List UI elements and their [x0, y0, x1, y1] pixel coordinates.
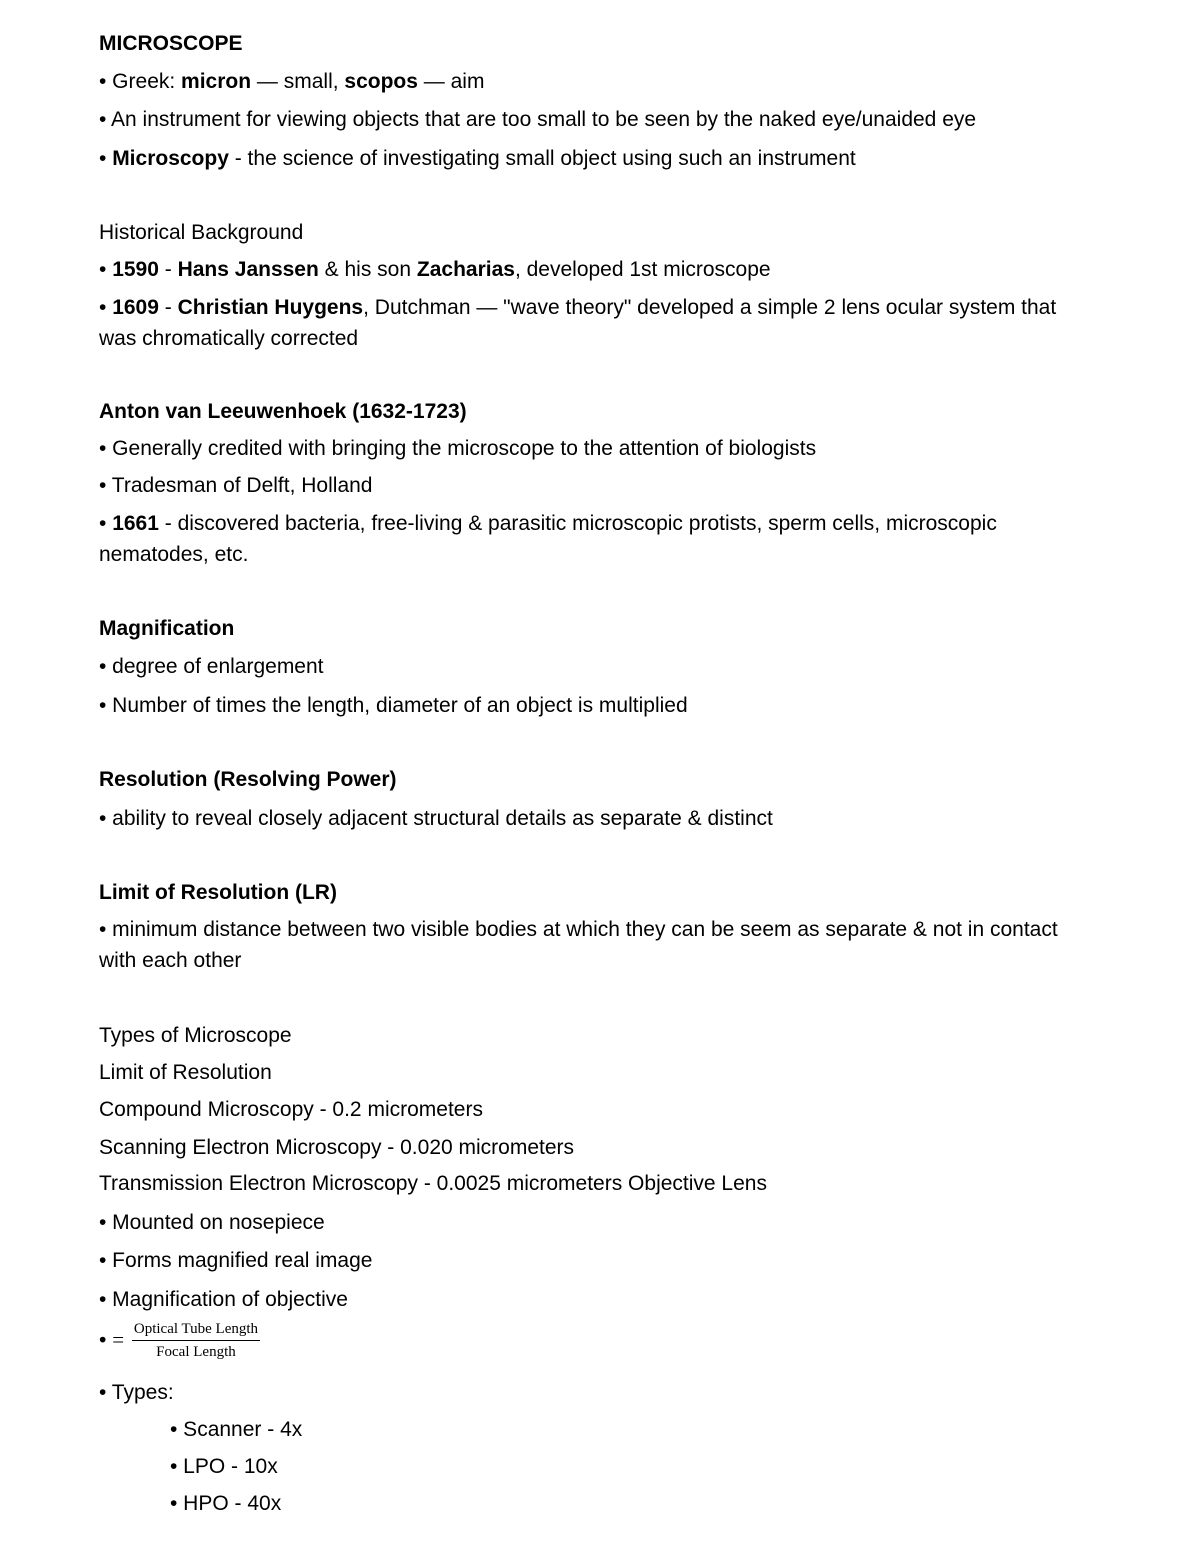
history-item-1609: • 1609 - Christian Huygens, Dutchman — "wave theory" developed a simple 2 lens ocular system that was chromatically corrected — [99, 296, 1057, 350]
resolution-item: • ability to reveal closely adjacent structural details as separate & distinct — [99, 807, 773, 830]
history-item-1590: • 1590 - Hans Janssen & his son Zacharias, developed 1st microscope — [99, 258, 771, 281]
resolution-heading: Resolution (Resolving Power) — [99, 768, 397, 791]
types-label: • Types: — [99, 1381, 174, 1404]
greek-origin-item: • Greek: micron — small, scopos — aim — [99, 70, 485, 93]
magnification-formula: • = $\frac{\text{Optical Tube Length}}{\text{Focal Length}}$ — [99, 1321, 259, 1360]
types-line: Limit of Resolution — [99, 1061, 272, 1084]
types-line: Compound Microscopy - 0.2 micrometers — [99, 1098, 483, 1121]
formula-fraction — [132, 1320, 260, 1362]
page-title: MICROSCOPE — [99, 32, 243, 55]
leeuwenhoek-item: • Generally credited with bringing the microscope to the attention of biologists — [99, 437, 817, 460]
objective-item: • Forms magnified real image — [99, 1249, 373, 1272]
leeuwenhoek-heading: Anton van Leeuwenhoek (1632-1723) — [99, 400, 467, 423]
history-heading: Historical Background — [99, 221, 304, 244]
types-line: Scanning Electron Microscopy - 0.020 micrometers — [99, 1136, 575, 1159]
formula-denominator: Focal Length — [156, 1343, 236, 1360]
objective-item: • Mounted on nosepiece — [99, 1211, 325, 1234]
formula-numerator: Optical Tube Length — [132, 1320, 260, 1341]
magnification-item: • Number of times the length, diameter of an object is multiplied — [99, 694, 688, 717]
equals-sign: = — [112, 1327, 125, 1352]
objective-type-item: • HPO - 40x — [170, 1492, 282, 1515]
objective-type-item: • Scanner - 4x — [170, 1418, 303, 1441]
limit-heading: Limit of Resolution (LR) — [99, 881, 337, 904]
objective-type-item: • LPO - 10x — [170, 1455, 278, 1478]
definition-item: • An instrument for viewing objects that are too small to be seen by the naked eye/unaided eye — [99, 108, 977, 131]
magnification-item: • degree of enlargement — [99, 655, 324, 678]
objective-item: • Magnification of objective — [99, 1288, 348, 1311]
magnification-heading: Magnification — [99, 617, 235, 640]
limit-item: • minimum distance between two visible bodies at which they can be seem as separate & not in contact with each other — [99, 918, 1058, 972]
leeuwenhoek-item: • Tradesman of Delft, Holland — [99, 474, 373, 497]
leeuwenhoek-item: • 1661 - discovered bacteria, free-living & parasitic microscopic protists, sperm cells, microscopic nematodes, etc. — [99, 512, 997, 566]
types-line: Transmission Electron Microscopy - 0.0025 micrometers Objective Lens — [99, 1172, 767, 1195]
types-line: Types of Microscope — [99, 1024, 292, 1047]
microscopy-item: • Microscopy - the science of investigating small object using such an instrument — [99, 147, 856, 170]
